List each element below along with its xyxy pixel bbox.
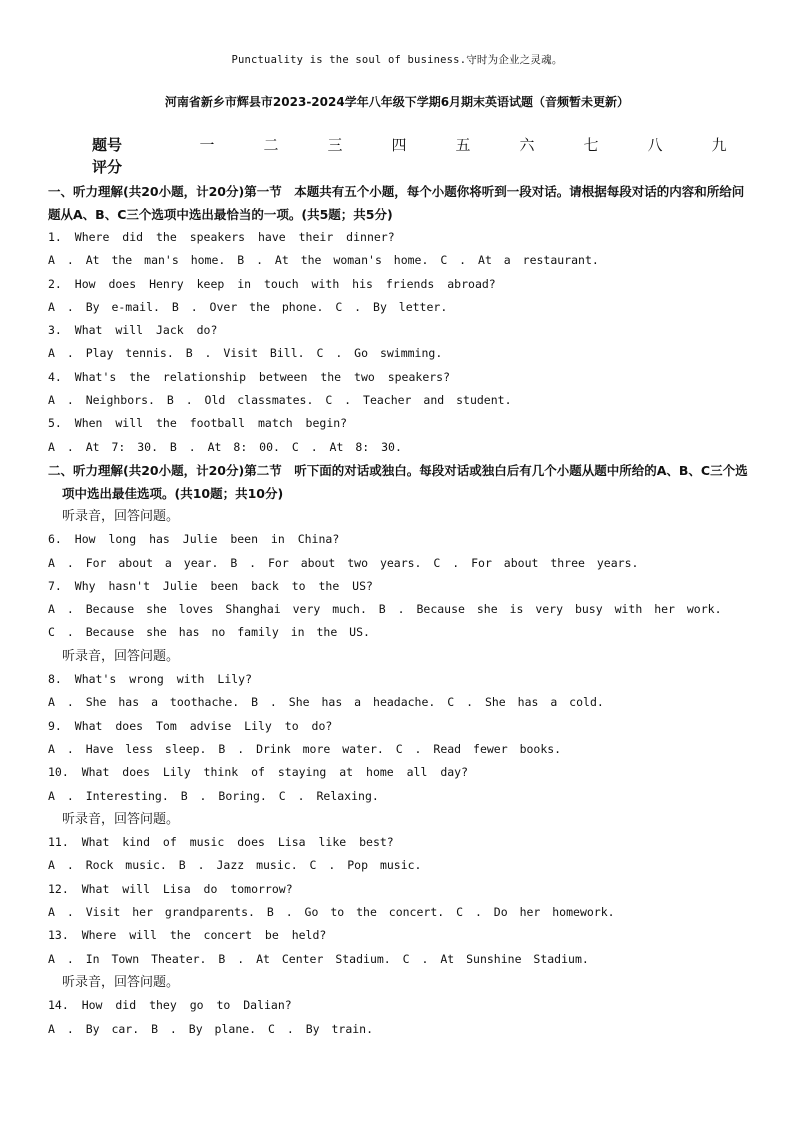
score-column: 九 — [711, 135, 727, 154]
listen-instruction: 听录音，回答问题。 — [62, 648, 180, 664]
score-table — [92, 133, 742, 177]
answer-options: A . At the man's home. B . At the woman's home. C . At a restaurant. — [48, 253, 599, 268]
answer-options: A . At 7: 30. B . At 8: 00. C . At 8: 30. — [48, 439, 402, 454]
question: 1. Where did the speakers have their dinner? — [48, 230, 395, 244]
answer-options: C . Because she has no family in the US. — [48, 625, 370, 640]
score-column: 八 — [647, 135, 663, 154]
answer-options: A . Rock music. B . Jazz music. C . Pop music. — [48, 858, 422, 873]
listen-instruction: 听录音，回答问题。 — [62, 811, 180, 827]
question: 9. What does Tom advise Lily to do? — [48, 718, 333, 733]
question: 7. Why hasn't Julie been back to the US? — [48, 578, 373, 593]
answer-options: A . She has a toothache. B . She has a headache. C . She has a cold. — [48, 695, 604, 710]
question: 5. When will the football match begin? — [48, 416, 348, 431]
score-column: 三 — [327, 135, 343, 154]
question: 8. What's wrong with Lily? — [48, 672, 253, 687]
score-column: 五 — [455, 135, 471, 154]
answer-options: A . Visit her grandparents. B . Go to the concert. C . Do her homework. — [48, 905, 615, 920]
score-table-score-row — [92, 155, 742, 177]
question: 4. What's the relationship between the two speakers? — [48, 369, 451, 384]
answer-options: A . Play tennis. B . Visit Bill. C . Go swimming. — [48, 346, 443, 361]
score-column: 六 — [519, 135, 535, 154]
answer-options: A . By e-mail. B . Over the phone. C . By letter. — [48, 299, 448, 314]
question: 14. How did they go to Dalian? — [48, 998, 292, 1013]
score-column: 七 — [583, 135, 599, 154]
listen-instruction: 听录音，回答问题。 — [62, 974, 180, 990]
answer-options: A . Have less sleep. B . Drink more water. C . Read fewer books. — [48, 741, 562, 756]
question: 11. What kind of music does Lisa like best? — [48, 835, 394, 850]
answer-options: A . Neighbors. B . Old classmates. C . Teacher and student. — [48, 393, 512, 408]
answer-options: A . For about a year. B . For about two years. C . For about three years. — [48, 555, 639, 570]
document-title: 河南省新乡市辉县市2023-2024学年八年级下学期6月期末英语试题（音频暂未更新） — [164, 95, 630, 109]
section-2-heading: 二、听力理解(共20小题，计20分)第二节 听下面的对话或独白。每段对话或独白后有几个小题从题中所给的A、B、C三个选项中选出最佳选项。(共10题；共10分) — [48, 462, 748, 501]
question: 13. Where will the concert be held? — [48, 928, 327, 943]
score-table-head-row — [92, 133, 742, 155]
listen-instruction: 听录音，回答问题。 — [62, 508, 180, 524]
question: 10. What does Lily think of staying at home all day? — [48, 765, 469, 780]
question: 6. How long has Julie been in China? — [48, 532, 340, 547]
score-columns — [152, 134, 742, 155]
answer-options: A . Because she loves Shanghai very much. B . Because she is very busy with her work. — [48, 602, 722, 617]
score-column: 二 — [263, 135, 279, 154]
answer-options: A . By car. B . By plane. C . By train. — [48, 1021, 374, 1036]
exam-content — [48, 180, 748, 1041]
section-1-heading: 一、听力理解(共20小题，计20分)第一节 本题共有五个小题，每个小题你将听到一段对话。请根据每段对话的内容和所给问题从A、B、C三个选项中选出最恰当的一项。(共5题；共5分) — [48, 184, 745, 222]
answer-options: A . In Town Theater. B . At Center Stadium. C . At Sunshine Stadium. — [48, 951, 589, 966]
question: 3. What will Jack do? — [48, 323, 218, 338]
page-motto: Punctuality is the soul of business.守时为企业之灵魂。 — [231, 54, 563, 66]
score-label: 评分 — [92, 157, 123, 176]
question-number-label: 题号 — [92, 135, 123, 154]
score-column: 四 — [391, 135, 407, 154]
question: 12. What will Lisa do tomorrow? — [48, 881, 293, 896]
question: 2. How does Henry keep in touch with his friends abroad? — [48, 276, 496, 291]
answer-options: A . Interesting. B . Boring. C . Relaxing. — [48, 788, 379, 803]
score-column: 一 — [199, 135, 215, 154]
